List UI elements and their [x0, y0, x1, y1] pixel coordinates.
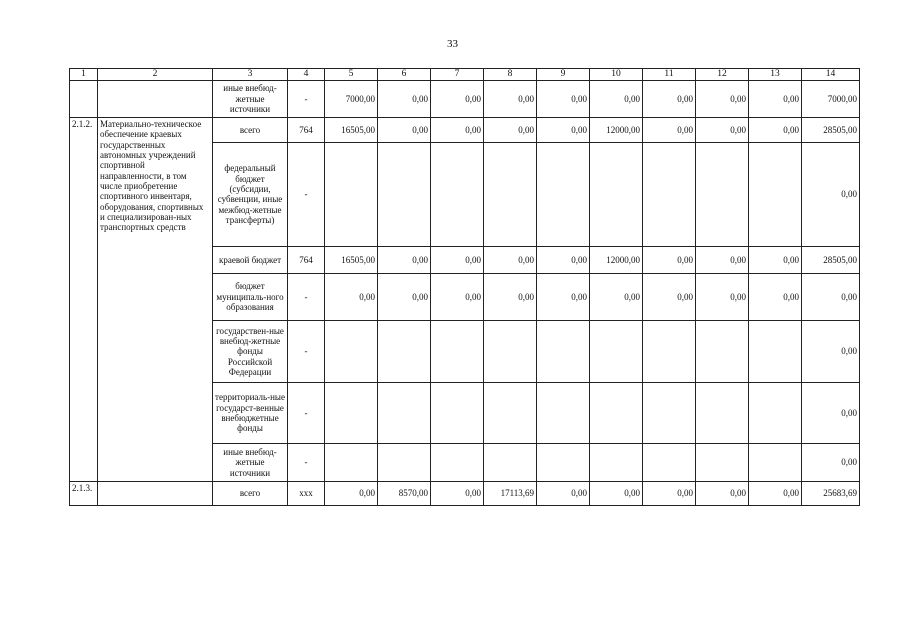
- row-code: 2.1.3.: [70, 481, 98, 505]
- funding-source: государствен-ные внебюд-жетные фонды Российской Федерации: [213, 320, 288, 382]
- amount-cell: 12000,00: [590, 117, 643, 142]
- amount-cell: 0,00: [749, 481, 802, 505]
- amount-cell: [484, 320, 537, 382]
- amount-cell: [325, 320, 378, 382]
- column-4-value: -: [288, 443, 325, 481]
- amount-cell: 0,00: [590, 80, 643, 117]
- amount-cell: [431, 320, 484, 382]
- column-header: 14: [802, 69, 860, 81]
- amount-cell: [325, 382, 378, 443]
- column-header: 10: [590, 69, 643, 81]
- row-description: [98, 481, 213, 505]
- amount-cell: [325, 142, 378, 246]
- amount-cell: 0,00: [802, 382, 860, 443]
- amount-cell: 0,00: [378, 80, 431, 117]
- column-header: 8: [484, 69, 537, 81]
- amount-cell: 0,00: [696, 246, 749, 273]
- amount-cell: [749, 142, 802, 246]
- amount-cell: [484, 142, 537, 246]
- amount-cell: 0,00: [378, 246, 431, 273]
- table-row: [70, 481, 860, 505]
- amount-cell: 0,00: [749, 246, 802, 273]
- column-4-value: 764: [288, 117, 325, 142]
- column-header: 7: [431, 69, 484, 81]
- row-code-cell: [70, 80, 98, 117]
- amount-cell: 0,00: [643, 481, 696, 505]
- amount-cell: 0,00: [696, 481, 749, 505]
- funding-source: всего: [213, 481, 288, 505]
- column-header: 9: [537, 69, 590, 81]
- amount-cell: 16505,00: [325, 246, 378, 273]
- amount-cell: 0,00: [749, 80, 802, 117]
- amount-cell: [696, 382, 749, 443]
- amount-cell: 0,00: [696, 117, 749, 142]
- amount-cell: 12000,00: [590, 246, 643, 273]
- amount-cell: 0,00: [325, 481, 378, 505]
- column-header: 12: [696, 69, 749, 81]
- amount-cell: [431, 443, 484, 481]
- amount-cell: 0,00: [802, 443, 860, 481]
- funding-source: всего: [213, 117, 288, 142]
- amount-cell: [643, 382, 696, 443]
- amount-cell: 0,00: [643, 246, 696, 273]
- column-header: 11: [643, 69, 696, 81]
- amount-cell: 0,00: [431, 273, 484, 320]
- amount-cell: 0,00: [431, 481, 484, 505]
- amount-cell: [696, 142, 749, 246]
- column-4-value: 764: [288, 246, 325, 273]
- amount-cell: [749, 382, 802, 443]
- amount-cell: [431, 382, 484, 443]
- amount-cell: [537, 443, 590, 481]
- row-description: Материально-техническое обеспечение краевых государственных автономных учреждений спортивной направленности, в том числе приобретение спортивного инвентаря, оборудования, спортивных и специализирован-ных транспортных средств: [98, 117, 213, 481]
- amount-cell: 16505,00: [325, 117, 378, 142]
- column-header: 13: [749, 69, 802, 81]
- row-code: 2.1.2.: [70, 117, 98, 481]
- amount-cell: 0,00: [696, 80, 749, 117]
- amount-cell: [643, 443, 696, 481]
- table-row: [70, 80, 860, 117]
- amount-cell: [378, 443, 431, 481]
- amount-cell: [484, 443, 537, 481]
- column-4-value: -: [288, 273, 325, 320]
- amount-cell: 0,00: [590, 481, 643, 505]
- amount-cell: [749, 443, 802, 481]
- amount-cell: [431, 142, 484, 246]
- amount-cell: [484, 382, 537, 443]
- amount-cell: 0,00: [802, 320, 860, 382]
- column-4-value: -: [288, 382, 325, 443]
- amount-cell: [696, 320, 749, 382]
- amount-cell: [643, 320, 696, 382]
- amount-cell: 0,00: [643, 117, 696, 142]
- funding-source: краевой бюджет: [213, 246, 288, 273]
- column-header: 6: [378, 69, 431, 81]
- amount-cell: [537, 142, 590, 246]
- amount-cell: 0,00: [749, 117, 802, 142]
- funding-source: иные внебюд-жетные источники: [213, 80, 288, 117]
- amount-cell: 0,00: [378, 117, 431, 142]
- amount-cell: [378, 142, 431, 246]
- amount-cell: 0,00: [431, 80, 484, 117]
- amount-cell: [590, 142, 643, 246]
- amount-cell: 0,00: [431, 246, 484, 273]
- amount-cell: 0,00: [802, 273, 860, 320]
- amount-cell: 0,00: [643, 80, 696, 117]
- amount-cell: 0,00: [643, 273, 696, 320]
- amount-cell: 7000,00: [325, 80, 378, 117]
- amount-cell: 8570,00: [378, 481, 431, 505]
- amount-cell: 0,00: [325, 273, 378, 320]
- column-header: 5: [325, 69, 378, 81]
- amount-cell: 0,00: [484, 117, 537, 142]
- amount-cell: 0,00: [802, 142, 860, 246]
- funding-source: бюджет муниципаль-ного образования: [213, 273, 288, 320]
- amount-cell: [325, 443, 378, 481]
- column-4-value: -: [288, 142, 325, 246]
- amount-cell: 17113,69: [484, 481, 537, 505]
- amount-cell: [590, 320, 643, 382]
- amount-cell: 0,00: [537, 117, 590, 142]
- column-4-value: -: [288, 320, 325, 382]
- amount-cell: 0,00: [378, 273, 431, 320]
- amount-cell: 0,00: [431, 117, 484, 142]
- amount-cell: [643, 142, 696, 246]
- column-header: 3: [213, 69, 288, 81]
- amount-cell: 0,00: [484, 246, 537, 273]
- amount-cell: 0,00: [484, 273, 537, 320]
- amount-cell: [537, 382, 590, 443]
- column-4-value: -: [288, 80, 325, 117]
- funding-source: федеральный бюджет (субсидии, субвенции, иные межбюд-жетные трансферты): [213, 142, 288, 246]
- column-number-row: [70, 69, 860, 81]
- row-description-cell: [98, 80, 213, 117]
- amount-cell: 0,00: [537, 273, 590, 320]
- column-header: 2: [98, 69, 213, 81]
- page-number: 33: [447, 38, 458, 50]
- column-4-value: ххх: [288, 481, 325, 505]
- amount-cell: [378, 382, 431, 443]
- amount-cell: 25683,69: [802, 481, 860, 505]
- funding-source: иные внебюд-жетные источники: [213, 443, 288, 481]
- amount-cell: [590, 443, 643, 481]
- amount-cell: 28505,00: [802, 117, 860, 142]
- amount-cell: 0,00: [590, 273, 643, 320]
- amount-cell: [590, 382, 643, 443]
- amount-cell: 0,00: [537, 246, 590, 273]
- column-header: 1: [70, 69, 98, 81]
- budget-table: [69, 68, 860, 506]
- amount-cell: 0,00: [537, 80, 590, 117]
- amount-cell: [749, 320, 802, 382]
- amount-cell: 28505,00: [802, 246, 860, 273]
- amount-cell: 0,00: [484, 80, 537, 117]
- amount-cell: 0,00: [696, 273, 749, 320]
- amount-cell: [696, 443, 749, 481]
- amount-cell: [378, 320, 431, 382]
- table-row: [70, 117, 860, 142]
- funding-source: территориаль-ные государст-венные внебюджетные фонды: [213, 382, 288, 443]
- amount-cell: [537, 320, 590, 382]
- amount-cell: 0,00: [749, 273, 802, 320]
- amount-cell: 0,00: [537, 481, 590, 505]
- column-header: 4: [288, 69, 325, 81]
- amount-cell: 7000,00: [802, 80, 860, 117]
